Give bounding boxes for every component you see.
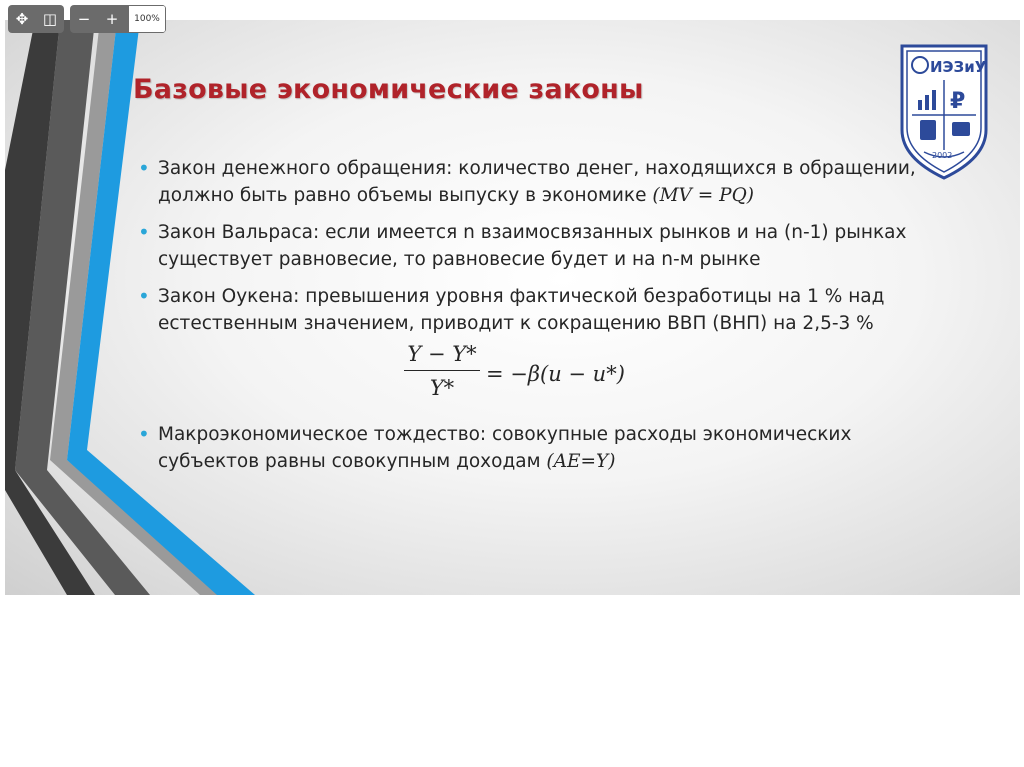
move-arrows-icon[interactable]: ✥	[15, 10, 29, 28]
slide-title: Базовые экономические законы	[133, 74, 644, 105]
formula-rhs: = −β(u − u*)	[486, 362, 625, 386]
bullet-formula: (AE=Y)	[546, 451, 616, 472]
bullet-okun-law	[138, 283, 918, 411]
bullet-icon: •	[138, 284, 150, 308]
bullet-list	[138, 155, 918, 485]
bullet-icon: •	[138, 220, 150, 244]
bullet-text: Закон Оукена: превышения уровня фактической безработицы на 1 % над естественным значением, приводит к сокращению ВВП (ВНП) на 2,5-3 %	[158, 286, 885, 334]
formula-numerator: Y − Y*	[407, 342, 477, 366]
zoom-in-button[interactable]: +	[105, 10, 119, 28]
zoom-group	[70, 5, 166, 33]
formula-denominator: Y*	[429, 376, 455, 400]
bullet-text: Закон денежного обращения: количество денег, находящихся в обращении, должно быть равно объемы выпуску в экономике	[158, 158, 916, 206]
svg-text:₽: ₽	[950, 89, 966, 114]
zoom-out-button[interactable]: −	[77, 10, 91, 28]
bullet-icon: •	[138, 156, 150, 180]
viewer-blank-area	[0, 600, 1024, 767]
bullet-icon: •	[138, 422, 150, 446]
zoom-level: 100%	[128, 5, 166, 33]
bullet-text: Закон Вальраса: если имеется n взаимосвязанных рынков и на (n-1) рынках существует равновесие, то равновесие будет и на n-м рынке	[158, 222, 907, 270]
bullet-walras-law	[138, 219, 918, 273]
navigation-group	[8, 5, 64, 33]
bullet-macro-identity	[138, 421, 918, 475]
bullet-formula: (MV = PQ)	[652, 185, 754, 206]
fit-screen-icon[interactable]: ◫	[42, 10, 58, 28]
logo-year: 2002	[932, 151, 953, 160]
logo-text: ИЭЗиУ	[930, 58, 987, 76]
viewer-toolbar	[8, 5, 166, 33]
bullet-money-law	[138, 155, 918, 209]
bullet-text: Макроэкономическое тождество: совокупные расходы экономических субъектов равны совокупным доходам	[158, 424, 852, 472]
okun-formula	[158, 341, 918, 411]
formula-fraction	[404, 341, 480, 402]
